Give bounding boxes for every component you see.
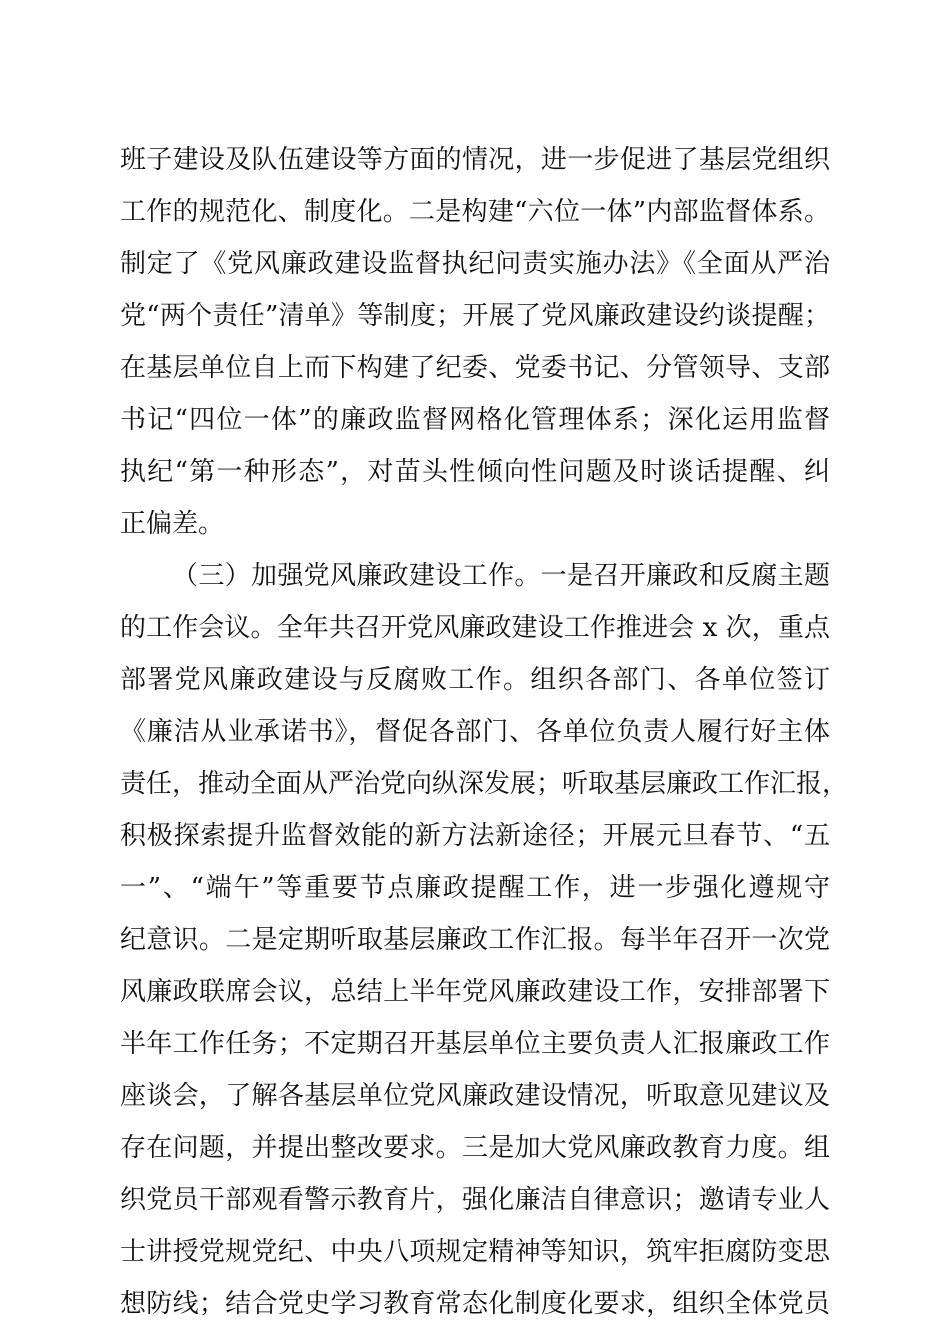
text-line: 士讲授党规党纪、中央八项规定精神等知识，筑牢拒腐防变思: [120, 1237, 830, 1267]
text-line: 工作的规范化、制度化。二是构建“六位一体”内部监督体系。: [120, 197, 830, 227]
text-line: 书记“四位一体”的廉政监督网格化管理体系；深化运用监督: [120, 405, 830, 435]
text-line: 部署党风廉政建设与反腐败工作。组织各部门、各单位签订: [120, 665, 830, 695]
text-line: 制定了《党风廉政建设监督执纪问责实施办法》《全面从严治: [120, 249, 830, 279]
text-line: 《廉洁从业承诺书》，督促各部门、各单位负责人履行好主体: [120, 717, 830, 747]
text-line: 积极探索提升监督效能的新方法新途径；开展元旦春节、“五: [120, 821, 830, 851]
text-line: 执纪“第一种形态”，对苗头性倾向性问题及时谈话提醒、纠: [120, 457, 830, 487]
text-line: 责任，推动全面从严治党向纵深发展；听取基层廉政工作汇报，: [120, 769, 849, 799]
text-line: 在基层单位自上而下构建了纪委、党委书记、分管领导、支部: [120, 353, 830, 383]
text-line: 的工作会议。全年共召开党风廉政建设工作推进会 x 次，重点: [120, 613, 830, 643]
text-line: 风廉政联席会议，总结上半年党风廉政建设工作，安排部署下: [120, 977, 830, 1007]
text-line: 纪意识。二是定期听取基层廉政工作汇报。每半年召开一次党: [120, 925, 830, 955]
text-line: 座谈会，了解各基层单位党风廉政建设情况，听取意见建议及: [120, 1081, 830, 1111]
text-line: 班子建设及队伍建设等方面的情况，进一步促进了基层党组织: [120, 145, 830, 175]
text-line: 想防线；结合党史学习教育常态化制度化要求，组织全体党员: [120, 1289, 830, 1319]
section-heading-line: （三）加强党风廉政建设工作。一是召开廉政和反腐主题: [172, 561, 830, 591]
text-line: 一”、“端午”等重要节点廉政提醒工作，进一步强化遵规守: [120, 873, 830, 903]
text-line: 党“两个责任”清单》等制度；开展了党风廉政建设约谈提醒；: [120, 301, 830, 331]
text-line: 存在问题，并提出整改要求。三是加大党风廉政教育力度。组: [120, 1133, 830, 1163]
text-line: 半年工作任务；不定期召开基层单位主要负责人汇报廉政工作: [120, 1029, 830, 1059]
text-line: 正偏差。: [120, 509, 225, 539]
text-line: 织党员干部观看警示教育片，强化廉洁自律意识；邀请专业人: [120, 1185, 830, 1215]
